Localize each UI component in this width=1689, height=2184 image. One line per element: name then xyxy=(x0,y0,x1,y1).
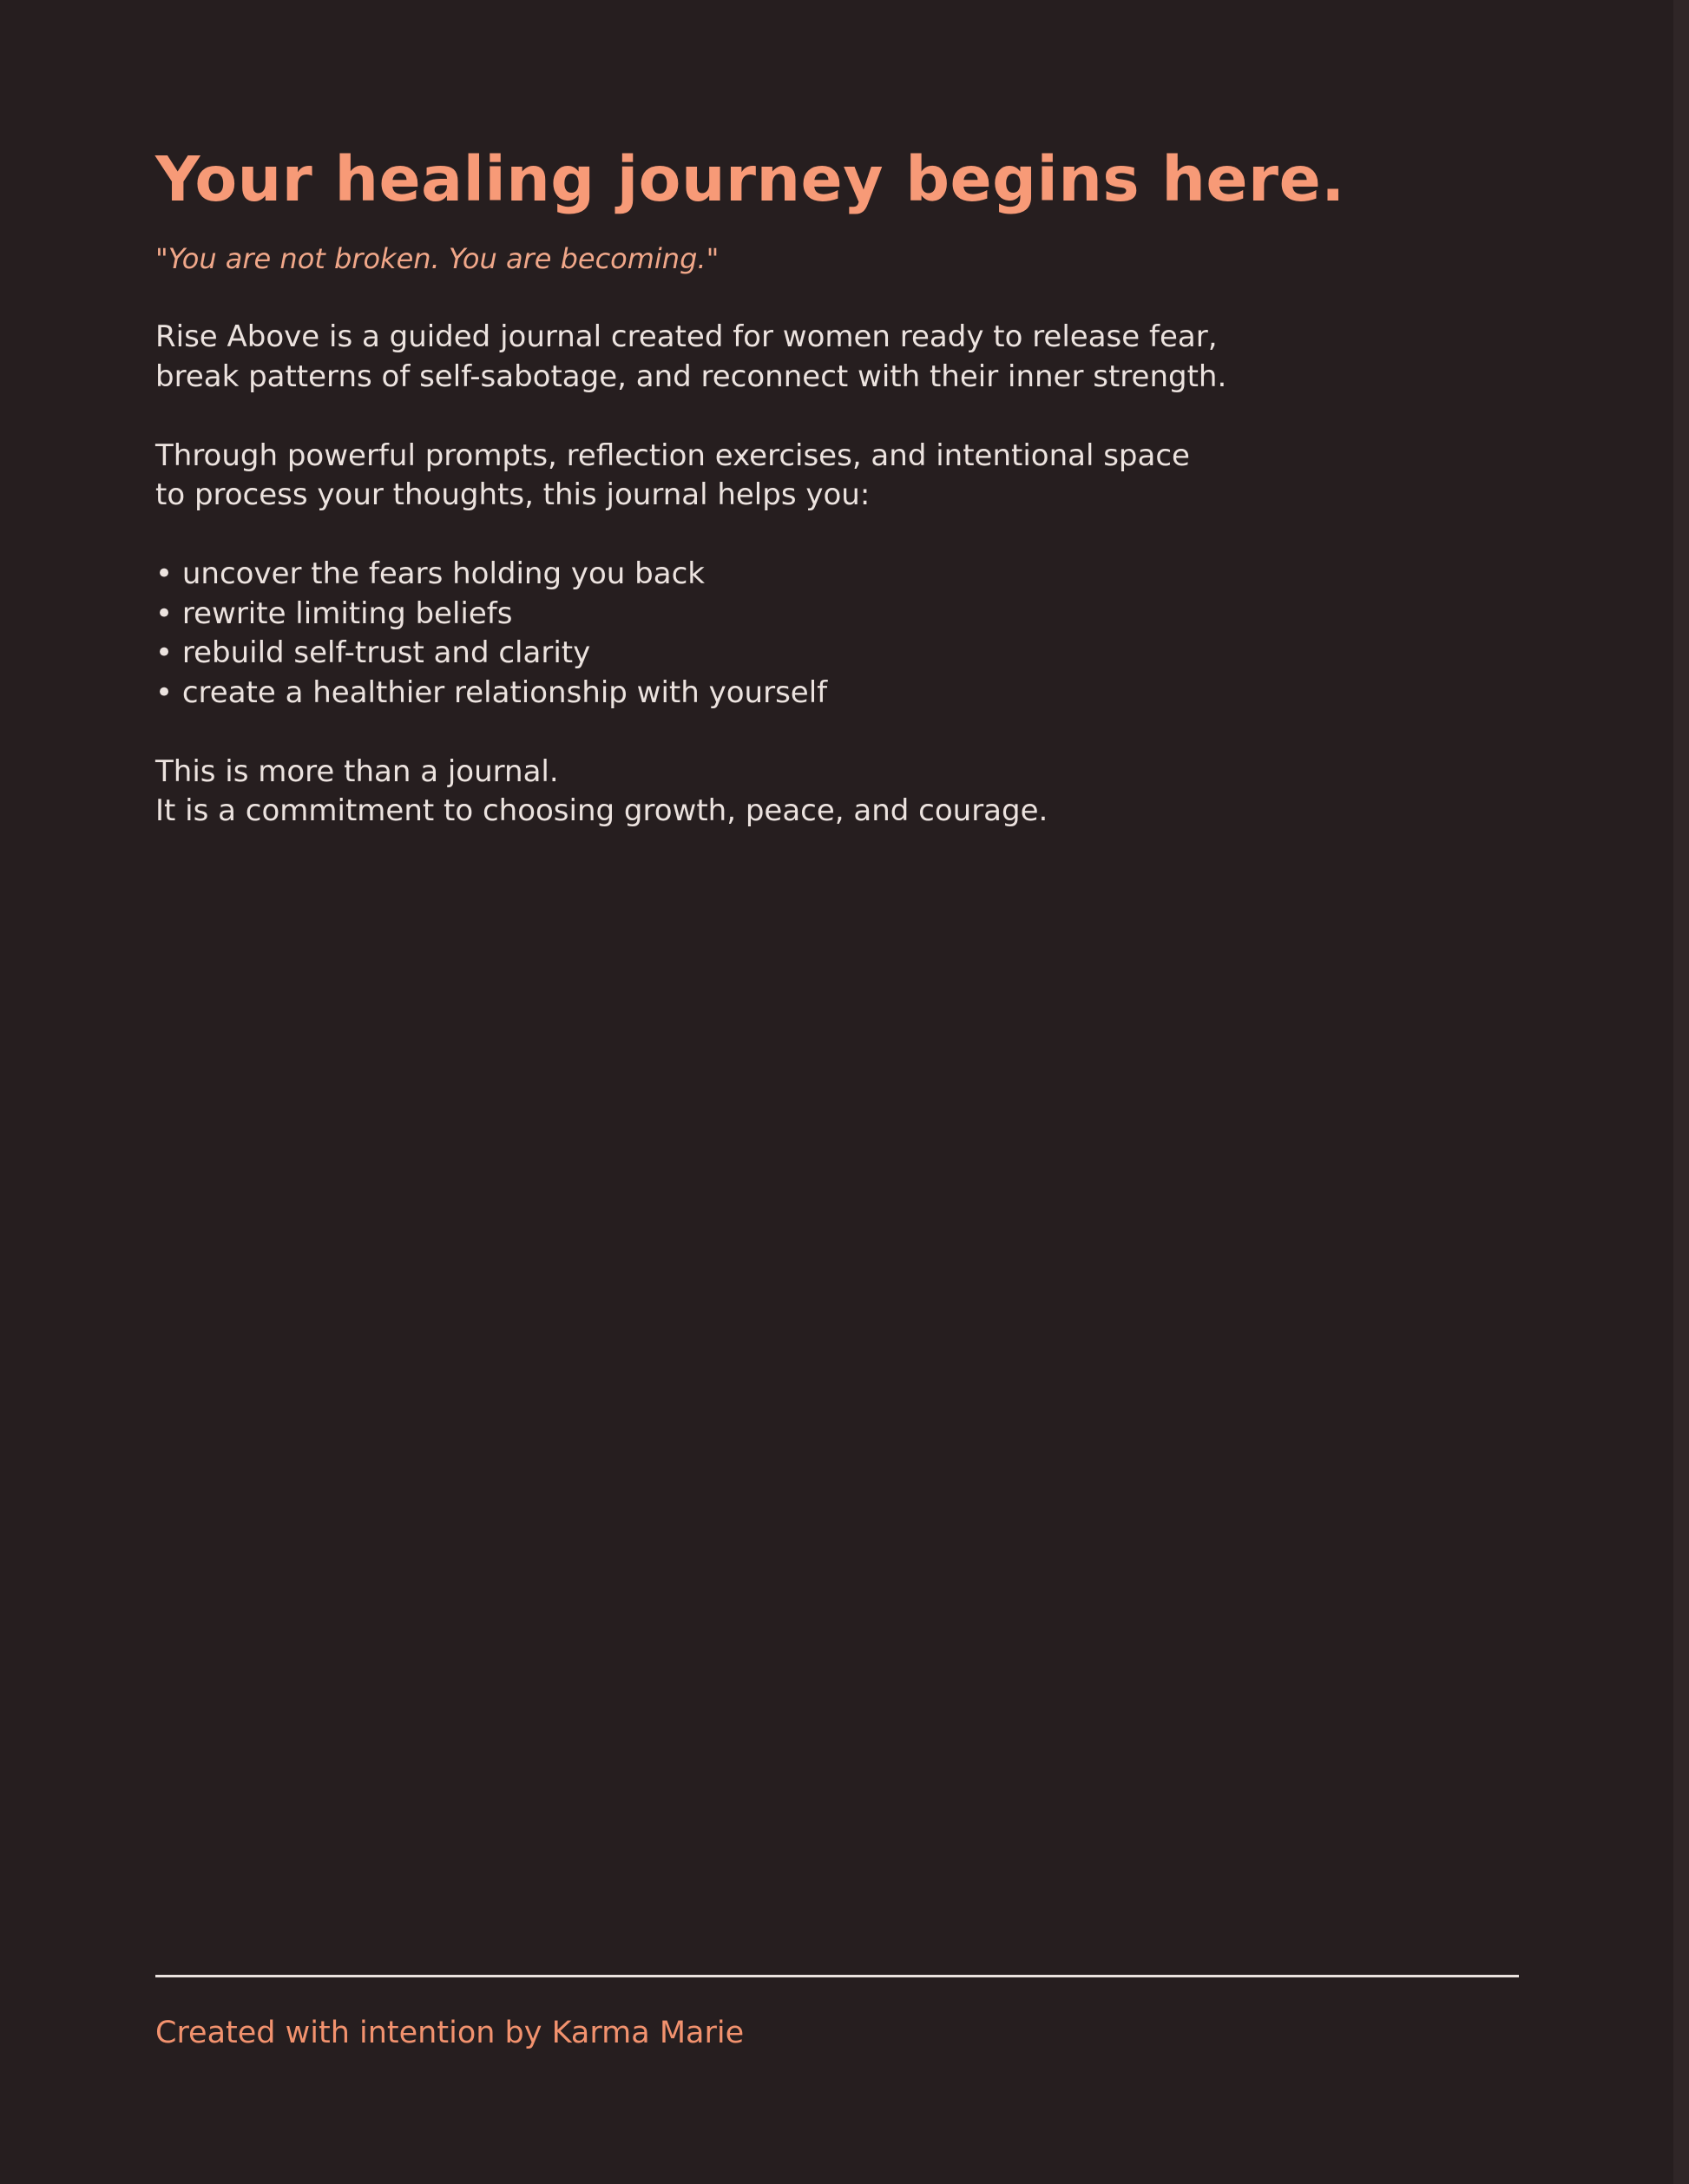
footer-credit: Created with intention by Karma Marie xyxy=(155,2016,745,2050)
benefit-item: • rewrite limiting beliefs xyxy=(155,595,513,631)
paragraph-gap xyxy=(155,397,1518,437)
quote-text: "You are not broken. You are becoming." xyxy=(155,242,720,275)
paragraph-gap xyxy=(155,516,1518,556)
benefit-item: • uncover the fears holding you back xyxy=(155,556,705,591)
intro-line: Rise Above is a guided journal created for women ready to release fear, xyxy=(155,319,1218,354)
benefits-list xyxy=(155,555,1518,713)
closing-line: This is more than a journal. xyxy=(155,753,559,789)
journal-page-content xyxy=(155,139,1518,832)
paragraph-gap xyxy=(155,713,1518,753)
page-title: Your healing journey begins here. xyxy=(155,143,1345,215)
journal-description xyxy=(155,318,1518,832)
page-edge xyxy=(1673,0,1689,2184)
footer-divider xyxy=(155,1975,1519,1977)
intro-line: break patterns of self-sabotage, and reconnect with their inner strength. xyxy=(155,359,1227,394)
benefit-item: • rebuild self-trust and clarity xyxy=(155,635,591,670)
lead-line: Through powerful prompts, reflection exercises, and intentional space xyxy=(155,437,1190,473)
lead-line: to process your thoughts, this journal helps you: xyxy=(155,477,871,512)
closing-line: It is a commitment to choosing growth, peace, and courage. xyxy=(155,793,1048,828)
benefit-item: • create a healthier relationship with yourself xyxy=(155,674,828,710)
